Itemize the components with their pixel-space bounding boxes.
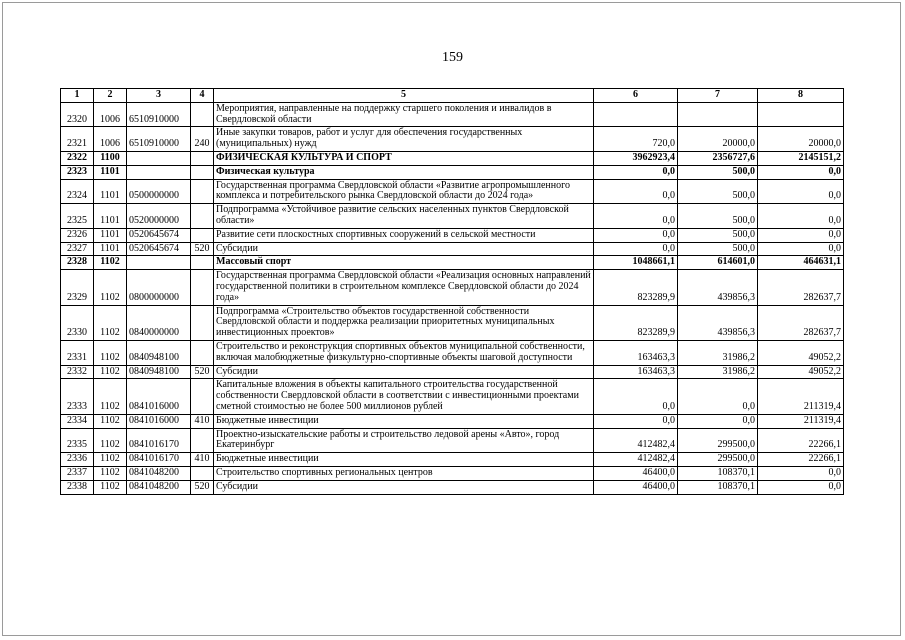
amount-year2-cell: 614601,0 <box>678 256 758 270</box>
description-cell: ФИЗИЧЕСКАЯ КУЛЬТУРА И СПОРТ <box>214 151 594 165</box>
table-body <box>61 102 844 494</box>
row-number-cell: 2333 <box>61 379 94 414</box>
header-cell: 5 <box>214 89 594 103</box>
amount-year2-cell <box>678 102 758 127</box>
target-article-cell: 0841048200 <box>127 480 191 494</box>
section-code-cell: 1102 <box>94 340 127 365</box>
amount-year2-cell: 500,0 <box>678 165 758 179</box>
target-article-cell: 6510910000 <box>127 102 191 127</box>
amount-year3-cell: 20000,0 <box>758 127 844 152</box>
amount-year3-cell: 0,0 <box>758 165 844 179</box>
amount-year3-cell: 211319,4 <box>758 379 844 414</box>
amount-year3-cell: 282637,7 <box>758 270 844 305</box>
amount-year2-cell: 500,0 <box>678 228 758 242</box>
target-article-cell <box>127 256 191 270</box>
amount-year2-cell: 108370,1 <box>678 466 758 480</box>
description-cell: Строительство спортивных региональных центров <box>214 466 594 480</box>
amount-year2-cell: 0,0 <box>678 379 758 414</box>
amount-year3-cell: 0,0 <box>758 480 844 494</box>
target-article-cell: 0841016170 <box>127 428 191 453</box>
table-row <box>61 365 844 379</box>
amount-year3-cell: 0,0 <box>758 228 844 242</box>
amount-year2-cell: 31986,2 <box>678 340 758 365</box>
amount-year1-cell: 0,0 <box>594 179 678 204</box>
table-row <box>61 127 844 152</box>
amount-year2-cell: 299500,0 <box>678 428 758 453</box>
header-cell: 7 <box>678 89 758 103</box>
description-cell: Подпрограмма «Строительство объектов государственной собственности Свердловской области и поддержка реализации приоритетных муниципальных инвестиционных проектов» <box>214 305 594 340</box>
description-cell: Развитие сети плоскостных спортивных сооружений в сельской местности <box>214 228 594 242</box>
amount-year2-cell: 439856,3 <box>678 305 758 340</box>
header-cell: 1 <box>61 89 94 103</box>
target-article-cell: 0841016000 <box>127 414 191 428</box>
header-cell: 6 <box>594 89 678 103</box>
amount-year2-cell: 500,0 <box>678 242 758 256</box>
expense-type-cell: 520 <box>191 480 214 494</box>
header-cell: 4 <box>191 89 214 103</box>
section-code-cell: 1101 <box>94 165 127 179</box>
section-code-cell: 1102 <box>94 466 127 480</box>
target-article-cell: 0520000000 <box>127 204 191 229</box>
row-number-cell: 2334 <box>61 414 94 428</box>
target-article-cell <box>127 151 191 165</box>
page-number: 159 <box>442 50 463 65</box>
row-number-cell: 2323 <box>61 165 94 179</box>
amount-year3-cell: 0,0 <box>758 179 844 204</box>
section-code-cell: 1102 <box>94 365 127 379</box>
amount-year1-cell: 0,0 <box>594 228 678 242</box>
amount-year2-cell: 500,0 <box>678 179 758 204</box>
row-number-cell: 2331 <box>61 340 94 365</box>
row-number-cell: 2322 <box>61 151 94 165</box>
section-code-cell: 1102 <box>94 379 127 414</box>
amount-year1-cell <box>594 102 678 127</box>
expense-type-cell: 520 <box>191 242 214 256</box>
amount-year1-cell: 163463,3 <box>594 340 678 365</box>
description-cell: Массовый спорт <box>214 256 594 270</box>
amount-year2-cell: 299500,0 <box>678 453 758 467</box>
expense-type-cell <box>191 466 214 480</box>
table-row <box>61 256 844 270</box>
description-cell: Проектно-изыскательские работы и строительство ледовой арены «Авто», город Екатеринбург <box>214 428 594 453</box>
table-row <box>61 165 844 179</box>
expense-type-cell: 520 <box>191 365 214 379</box>
expense-type-cell <box>191 305 214 340</box>
description-cell: Бюджетные инвестиции <box>214 453 594 467</box>
row-number-cell: 2328 <box>61 256 94 270</box>
amount-year1-cell: 0,0 <box>594 165 678 179</box>
header-row <box>61 89 844 103</box>
section-code-cell: 1101 <box>94 204 127 229</box>
target-article-cell: 0841016170 <box>127 453 191 467</box>
expense-type-cell <box>191 428 214 453</box>
amount-year2-cell: 439856,3 <box>678 270 758 305</box>
amount-year1-cell: 46400,0 <box>594 466 678 480</box>
table-row <box>61 480 844 494</box>
header-cell: 8 <box>758 89 844 103</box>
amount-year3-cell: 22266,1 <box>758 428 844 453</box>
table-row <box>61 151 844 165</box>
row-number-cell: 2327 <box>61 242 94 256</box>
target-article-cell: 0500000000 <box>127 179 191 204</box>
section-code-cell: 1102 <box>94 305 127 340</box>
expense-type-cell <box>191 379 214 414</box>
row-number-cell: 2338 <box>61 480 94 494</box>
amount-year3-cell: 0,0 <box>758 466 844 480</box>
amount-year3-cell: 2145151,2 <box>758 151 844 165</box>
amount-year1-cell: 412482,4 <box>594 428 678 453</box>
amount-year1-cell: 412482,4 <box>594 453 678 467</box>
amount-year1-cell: 1048661,1 <box>594 256 678 270</box>
description-cell: Государственная программа Свердловской области «Развитие агропромышленного комплекса и потребительского рынка Свердловской области до 2024 года» <box>214 179 594 204</box>
expense-type-cell <box>191 270 214 305</box>
amount-year3-cell: 282637,7 <box>758 305 844 340</box>
amount-year1-cell: 46400,0 <box>594 480 678 494</box>
row-number-cell: 2337 <box>61 466 94 480</box>
expense-type-cell <box>191 204 214 229</box>
row-number-cell: 2329 <box>61 270 94 305</box>
amount-year1-cell: 0,0 <box>594 414 678 428</box>
row-number-cell: 2320 <box>61 102 94 127</box>
header-cell: 2 <box>94 89 127 103</box>
description-cell: Строительство и реконструкция спортивных объектов муниципальной собственности, включая малобюджетные физкультурно-спортивные объекты шаговой доступности <box>214 340 594 365</box>
target-article-cell: 0840948100 <box>127 340 191 365</box>
target-article-cell: 0841016000 <box>127 379 191 414</box>
section-code-cell: 1101 <box>94 228 127 242</box>
row-number-cell: 2321 <box>61 127 94 152</box>
description-cell: Субсидии <box>214 242 594 256</box>
amount-year1-cell: 163463,3 <box>594 365 678 379</box>
expense-type-cell: 410 <box>191 453 214 467</box>
description-cell: Подпрограмма «Устойчивое развитие сельских населенных пунктов Свердловской области» <box>214 204 594 229</box>
section-code-cell: 1102 <box>94 428 127 453</box>
row-number-cell: 2336 <box>61 453 94 467</box>
amount-year3-cell: 0,0 <box>758 204 844 229</box>
section-code-cell: 1100 <box>94 151 127 165</box>
target-article-cell: 0520645674 <box>127 228 191 242</box>
target-article-cell <box>127 165 191 179</box>
target-article-cell: 0840000000 <box>127 305 191 340</box>
amount-year3-cell: 49052,2 <box>758 340 844 365</box>
amount-year2-cell: 31986,2 <box>678 365 758 379</box>
section-code-cell: 1102 <box>94 480 127 494</box>
amount-year1-cell: 720,0 <box>594 127 678 152</box>
table-row <box>61 228 844 242</box>
section-code-cell: 1102 <box>94 414 127 428</box>
amount-year1-cell: 823289,9 <box>594 270 678 305</box>
target-article-cell: 6510910000 <box>127 127 191 152</box>
amount-year1-cell: 0,0 <box>594 204 678 229</box>
row-number-cell: 2335 <box>61 428 94 453</box>
table-row <box>61 340 844 365</box>
expense-type-cell <box>191 165 214 179</box>
section-code-cell: 1102 <box>94 270 127 305</box>
amount-year1-cell: 0,0 <box>594 379 678 414</box>
expense-type-cell <box>191 256 214 270</box>
table-row <box>61 414 844 428</box>
table-row <box>61 270 844 305</box>
amount-year3-cell: 22266,1 <box>758 453 844 467</box>
target-article-cell: 0520645674 <box>127 242 191 256</box>
amount-year2-cell: 0,0 <box>678 414 758 428</box>
amount-year1-cell: 823289,9 <box>594 305 678 340</box>
section-code-cell: 1102 <box>94 256 127 270</box>
expense-type-cell <box>191 340 214 365</box>
expense-type-cell <box>191 102 214 127</box>
section-code-cell: 1101 <box>94 242 127 256</box>
section-code-cell: 1101 <box>94 179 127 204</box>
table-row <box>61 379 844 414</box>
description-cell: Физическая культура <box>214 165 594 179</box>
description-cell: Мероприятия, направленные на поддержку старшего поколения и инвалидов в Свердловской области <box>214 102 594 127</box>
row-number-cell: 2332 <box>61 365 94 379</box>
description-cell: Иные закупки товаров, работ и услуг для обеспечения государственных (муниципальных) нужд <box>214 127 594 152</box>
row-number-cell: 2325 <box>61 204 94 229</box>
amount-year2-cell: 108370,1 <box>678 480 758 494</box>
amount-year3-cell: 464631,1 <box>758 256 844 270</box>
table-row <box>61 466 844 480</box>
amount-year2-cell: 2356727,6 <box>678 151 758 165</box>
expense-type-cell <box>191 179 214 204</box>
row-number-cell: 2324 <box>61 179 94 204</box>
row-number-cell: 2326 <box>61 228 94 242</box>
table-row <box>61 428 844 453</box>
expense-type-cell: 410 <box>191 414 214 428</box>
table-row <box>61 204 844 229</box>
description-cell: Субсидии <box>214 365 594 379</box>
amount-year3-cell: 49052,2 <box>758 365 844 379</box>
table-row <box>61 179 844 204</box>
table-row <box>61 242 844 256</box>
description-cell: Субсидии <box>214 480 594 494</box>
section-code-cell: 1102 <box>94 453 127 467</box>
amount-year1-cell: 0,0 <box>594 242 678 256</box>
target-article-cell: 0800000000 <box>127 270 191 305</box>
table-row <box>61 453 844 467</box>
target-article-cell: 0841048200 <box>127 466 191 480</box>
budget-table <box>60 88 844 495</box>
expense-type-cell: 240 <box>191 127 214 152</box>
expense-type-cell <box>191 151 214 165</box>
section-code-cell: 1006 <box>94 102 127 127</box>
description-cell: Капитальные вложения в объекты капитального строительства государственной собственности Свердловской области в соответствии с инвестиционными проектами сметной стоимостью не более 500 миллионов рублей <box>214 379 594 414</box>
header-cell: 3 <box>127 89 191 103</box>
description-cell: Бюджетные инвестиции <box>214 414 594 428</box>
target-article-cell: 0840948100 <box>127 365 191 379</box>
description-cell: Государственная программа Свердловской области «Реализация основных направлений государственной политики в строительном комплексе Свердловской области до 2024 года» <box>214 270 594 305</box>
table-row <box>61 102 844 127</box>
table-row <box>61 305 844 340</box>
section-code-cell: 1006 <box>94 127 127 152</box>
amount-year3-cell: 0,0 <box>758 242 844 256</box>
row-number-cell: 2330 <box>61 305 94 340</box>
amount-year2-cell: 20000,0 <box>678 127 758 152</box>
amount-year3-cell <box>758 102 844 127</box>
expense-type-cell <box>191 228 214 242</box>
amount-year2-cell: 500,0 <box>678 204 758 229</box>
amount-year3-cell: 211319,4 <box>758 414 844 428</box>
amount-year1-cell: 3962923,4 <box>594 151 678 165</box>
